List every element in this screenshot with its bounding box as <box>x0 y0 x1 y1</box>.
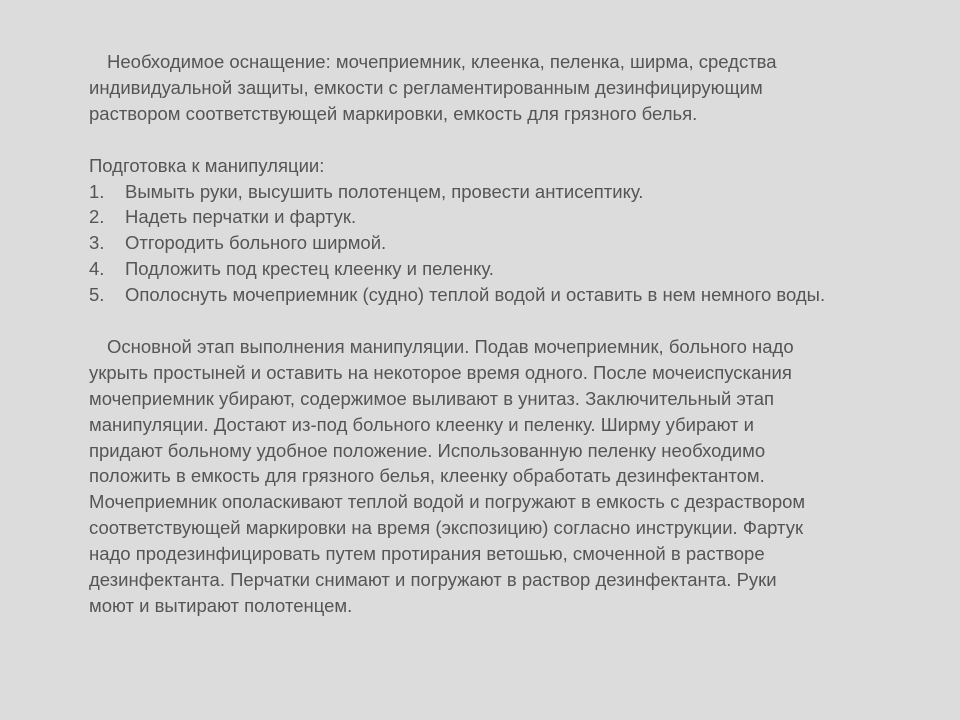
step-text: Надеть перчатки и фартук. <box>125 206 357 228</box>
main-stage-line: мочеприемник убирают, содержимое выливают в унитаз. Заключительный этап <box>89 387 775 409</box>
step-number: 1. <box>89 180 105 202</box>
step-text: Подложить под крестец клеенку и пеленку. <box>125 258 494 280</box>
main-stage-line: придают больному удобное положение. Использованную пеленку необходимо <box>89 439 766 461</box>
step-number: 5. <box>89 284 105 306</box>
step-text: Ополоснуть мочеприемник (судно) теплой водой и оставить в нем немного воды. <box>125 284 826 306</box>
main-stage-line: укрыть простыней и оставить на некоторое время одного. После мочеиспускания <box>89 361 792 383</box>
equipment-line: Необходимое оснащение: мочеприемник, клеенка, пеленка, ширма, средства <box>107 51 777 72</box>
step-number: 3. <box>89 232 105 254</box>
main-stage-line: Мочеприемник ополаскивают теплой водой и погружают в емкость с дезраствором <box>89 491 806 513</box>
preparation-step <box>89 282 939 308</box>
preparation-step <box>89 204 939 230</box>
equipment-line: индивидуальной защиты, емкости с регламентированным дезинфицирующим <box>89 76 763 98</box>
step-text: Вымыть руки, высушить полотенцем, провести антисептику. <box>125 180 644 202</box>
main-stage-line: манипуляции. Достают из-под больного клеенку и пеленку. Ширму убирают и <box>89 413 754 435</box>
main-stage-line: соответствующей маркировки на время (экспозицию) согласно инструкции. Фартук <box>89 517 804 539</box>
preparation-steps-list <box>89 179 939 309</box>
step-number: 2. <box>89 206 105 228</box>
step-text: Отгородить больного ширмой. <box>125 232 387 254</box>
preparation-heading: Подготовка к манипуляции: <box>89 154 325 176</box>
main-stage-line: моют и вытирают полотенцем. <box>89 595 353 616</box>
equipment-paragraph <box>89 49 939 127</box>
preparation-step <box>89 230 939 256</box>
equipment-line: раствором соответствующей маркировки, емкость для грязного белья. <box>89 102 698 124</box>
paragraph-spacer <box>89 127 939 153</box>
main-stage-line: положить в емкость для грязного белья, клеенку обработать дезинфектантом. <box>89 465 765 487</box>
preparation-section <box>89 153 939 308</box>
main-stage-line: дезинфектанта. Перчатки снимают и погружают в раствор дезинфектанта. Руки <box>89 569 777 591</box>
main-stage-line: надо продезинфицировать путем протирания ветошью, смоченной в растворе <box>89 543 765 565</box>
slide-text-body <box>89 49 939 619</box>
paragraph-spacer <box>89 308 939 334</box>
main-stage-line: Основной этап выполнения манипуляции. Подав мочеприемник, больного надо <box>107 335 794 357</box>
preparation-step <box>89 179 939 205</box>
step-number: 4. <box>89 258 105 280</box>
preparation-step <box>89 256 939 282</box>
main-stage-paragraph <box>89 334 939 619</box>
